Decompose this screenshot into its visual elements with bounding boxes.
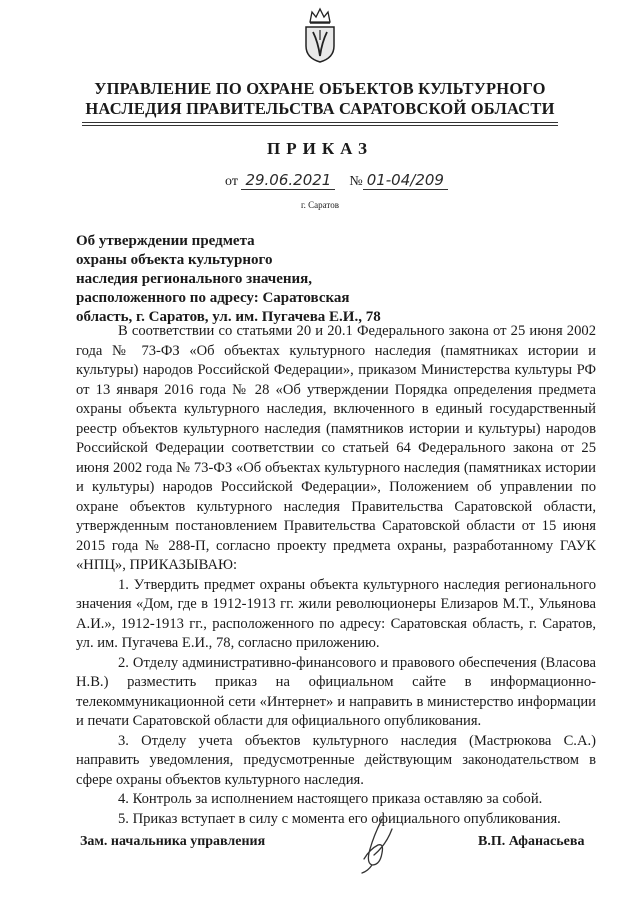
- order-item-1: 1. Утвердить предмет охраны объекта культурного наследия регионального значения «Дом, где в 1912-1913 гг. жили революционеры Елизаров М.Т., Ульянова А.И.», 1912-1913 гг., расположенного по адресу: Саратовская область, г. Саратов, ул. им. Пугачева Е.И., 78, согласно приложению.: [76, 576, 596, 651]
- subject-line: наследия регионального значения,: [76, 271, 313, 287]
- order-body: [76, 322, 596, 829]
- coat-of-arms-icon: [302, 6, 338, 64]
- order-number: 01-04/209: [363, 171, 448, 190]
- order-item-4: 4. Контроль за исполнением настоящего приказа оставляю за собой.: [118, 791, 543, 807]
- header-divider-second: [82, 125, 558, 126]
- subject-line: расположенного по адресу: Саратовская: [76, 290, 350, 306]
- order-item-5: 5. Приказ вступает в силу с момента его официального опубликования.: [118, 810, 561, 827]
- order-item-3: 3. Отделу учета объектов культурного наследия (Мастрюкова С.А.) направить уведомления, предусмотренные действующим законодательством в сфере охраны объектов культурного наследия.: [76, 732, 596, 788]
- subject-line: охраны объекта культурного: [76, 252, 273, 268]
- organization-name-line1: УПРАВЛЕНИЕ ПО ОХРАНЕ ОБЪЕКТОВ КУЛЬТУРНОГО: [94, 79, 546, 98]
- signatory-name: В.П. Афанасьева: [478, 834, 585, 849]
- order-subject: [76, 232, 381, 327]
- city-label: г. Саратов: [301, 200, 339, 210]
- header-divider: [82, 122, 558, 123]
- date-prefix: от: [225, 174, 238, 189]
- document-title: ПРИКАЗ: [267, 139, 373, 158]
- order-date: 29.06.2021: [241, 171, 335, 190]
- number-prefix: №: [349, 174, 363, 189]
- preamble-paragraph: В соответствии со статьями 20 и 20.1 Федерального закона от 25 июня 2002 года № 73-ФЗ «Об объектах культурного наследия (памятниках истории и культуры) народов Российской Федерации», приказом Министерства культуры РФ от 13 января 2016 года № 28 «Об утверждении Порядка определения предмета охраны объекта культурного наследия, включенного в единый государственный реестр объектов культурного наследия (памятников истории и культуры) народов Российской Федерации соответствии со статьей 64 Федерального закона от 25 июня 2002 года № 73-ФЗ «Об объектах культурного наследия (памятниках истории и культуры) народов Российской Федерации», Положением об управлении по охране объектов культурного наследия Правительства Саратовской области, утвержденным постановлением Правительства Саратовской области от 15 июня 2015 года № 288-П, согласно проекту предмета охраны, разработанному ГАУК «НПЦ», ПРИКАЗЫВАЮ:: [76, 323, 596, 573]
- handwritten-signature-icon: [352, 815, 402, 877]
- order-item-2: 2. Отделу административно-финансового и правового обеспечения (Власова Н.В.) разместить приказ на официальном сайте в информационно-телекоммуникационной сети «Интернет» и направить в министерство информации и печати Саратовской области для официального опубликования.: [76, 654, 596, 729]
- order-date-line: [225, 171, 448, 190]
- signatory-position: Зам. начальника управления: [80, 834, 266, 849]
- subject-line: область, г. Саратов, ул. им. Пугачева Е.И., 78: [76, 309, 381, 325]
- subject-line: Об утверждении предмета: [76, 233, 255, 249]
- organization-name-line2: НАСЛЕДИЯ ПРАВИТЕЛЬСТВА САРАТОВСКОЙ ОБЛАСТИ: [85, 99, 555, 118]
